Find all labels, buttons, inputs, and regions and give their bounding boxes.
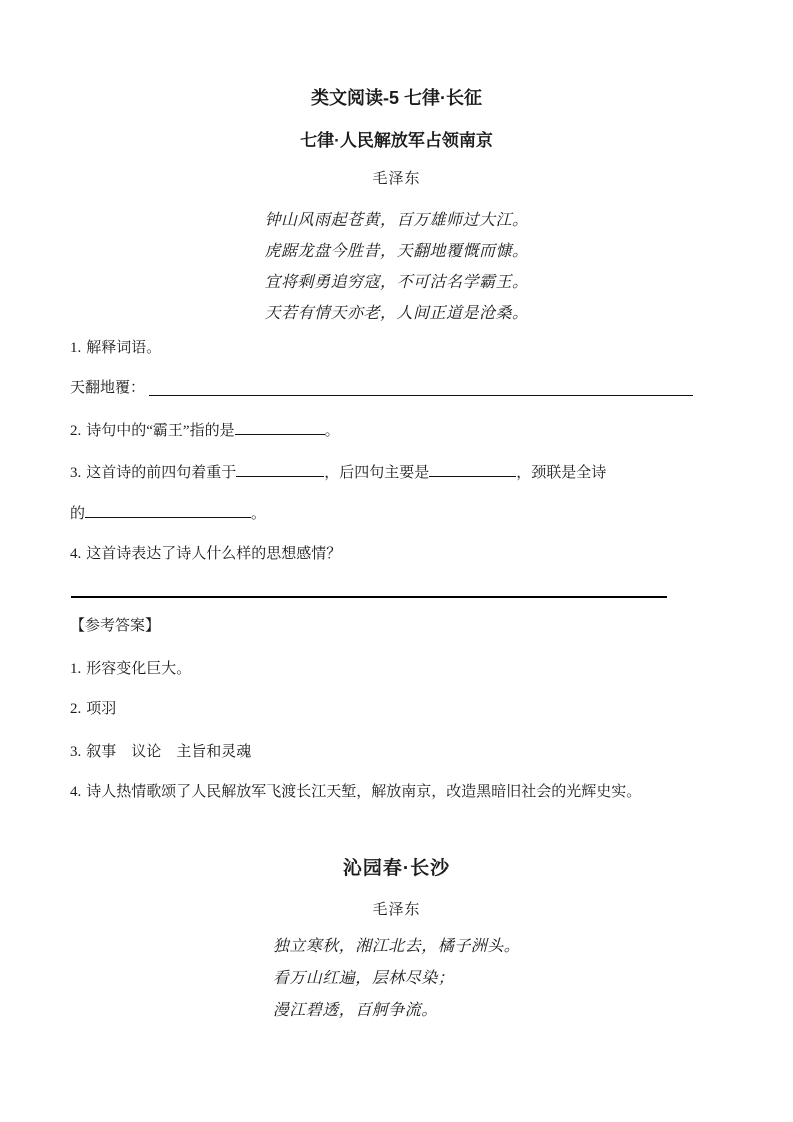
- poem-line: 看万山红遍，层林尽染；: [272, 970, 455, 987]
- poem2-author: 毛泽东: [372, 902, 421, 918]
- question-number: 4.: [70, 546, 82, 562]
- answer-2: [70, 699, 733, 719]
- question-1: [70, 338, 733, 358]
- question-2: [70, 420, 733, 441]
- fill-blank-line: [85, 503, 251, 518]
- section-divider: [71, 596, 667, 598]
- answers-heading: 【参考答案】: [70, 618, 161, 634]
- question-text: 解释词语。: [86, 340, 162, 356]
- answer-text: 诗人热情歌颂了人民解放军飞渡长江天堑，解放南京，改造黑暗旧社会的光辉史实。: [86, 784, 642, 800]
- question-text: 诗句中的“霸王”指的是: [86, 423, 235, 439]
- question-text: 的: [70, 506, 86, 522]
- poem-line: 天若有情天亦老，人间正道是沧桑。: [264, 305, 529, 322]
- answer-number: 4.: [70, 784, 82, 800]
- poem2-title: 沁园春·长沙: [342, 858, 451, 879]
- poem1-title: 七律·人民解放军占领南京: [300, 131, 493, 150]
- answer-text: 项羽: [86, 701, 117, 717]
- answer-1: [70, 659, 733, 679]
- question-3-continued: [70, 503, 733, 524]
- question-text: 。: [251, 506, 267, 522]
- answer-number: 2.: [70, 701, 82, 717]
- answer-text: 叙事 议论 主旨和灵魂: [86, 744, 252, 760]
- fill-blank-line: [236, 462, 324, 477]
- fill-blank-line: [429, 462, 516, 477]
- question-3: [70, 462, 733, 483]
- question-text: ，后四句主要是: [324, 465, 430, 481]
- fill-blank-line: [149, 378, 693, 396]
- question-number: 1.: [70, 340, 82, 356]
- question-number: 3.: [70, 465, 82, 481]
- answer-number: 3.: [70, 744, 82, 760]
- poem-line: 独立寒秋，湘江北去，橘子洲头。: [272, 938, 521, 955]
- question-1-term-row: [70, 378, 693, 398]
- answer-4: [70, 782, 733, 802]
- question-text: 这首诗的前四句着重于: [86, 465, 237, 481]
- poem-line: 钟山风雨起苍黄，百万雄师过大江。: [264, 212, 529, 229]
- poem2-body: [0, 931, 793, 1027]
- term-label: 天翻地覆：: [70, 380, 146, 396]
- answer-number: 1.: [70, 661, 82, 677]
- poem-line: 宜将剩勇追穷寇，不可沽名学霸王。: [264, 274, 529, 291]
- fill-blank-line: [235, 420, 325, 435]
- question-number: 2.: [70, 423, 82, 439]
- question-4: [70, 544, 733, 564]
- poem2-block: [273, 931, 521, 1027]
- poem1-block: [264, 205, 528, 329]
- poem-line: 虎踞龙盘今胜昔，天翻地覆慨而慷。: [264, 243, 529, 260]
- answer-3: [70, 742, 733, 762]
- main-title: 类文阅读-5 七律·长征: [311, 88, 482, 108]
- poem1-body: [0, 205, 793, 329]
- poem-line: 漫江碧透，百舸争流。: [272, 1002, 438, 1019]
- question-text: 这首诗表达了诗人什么样的思想感情？: [86, 546, 342, 562]
- question-text: 。: [324, 423, 340, 439]
- answer-text: 形容变化巨大。: [86, 661, 192, 677]
- question-text: ，颈联是全诗: [516, 465, 607, 481]
- poem1-author: 毛泽东: [372, 171, 421, 187]
